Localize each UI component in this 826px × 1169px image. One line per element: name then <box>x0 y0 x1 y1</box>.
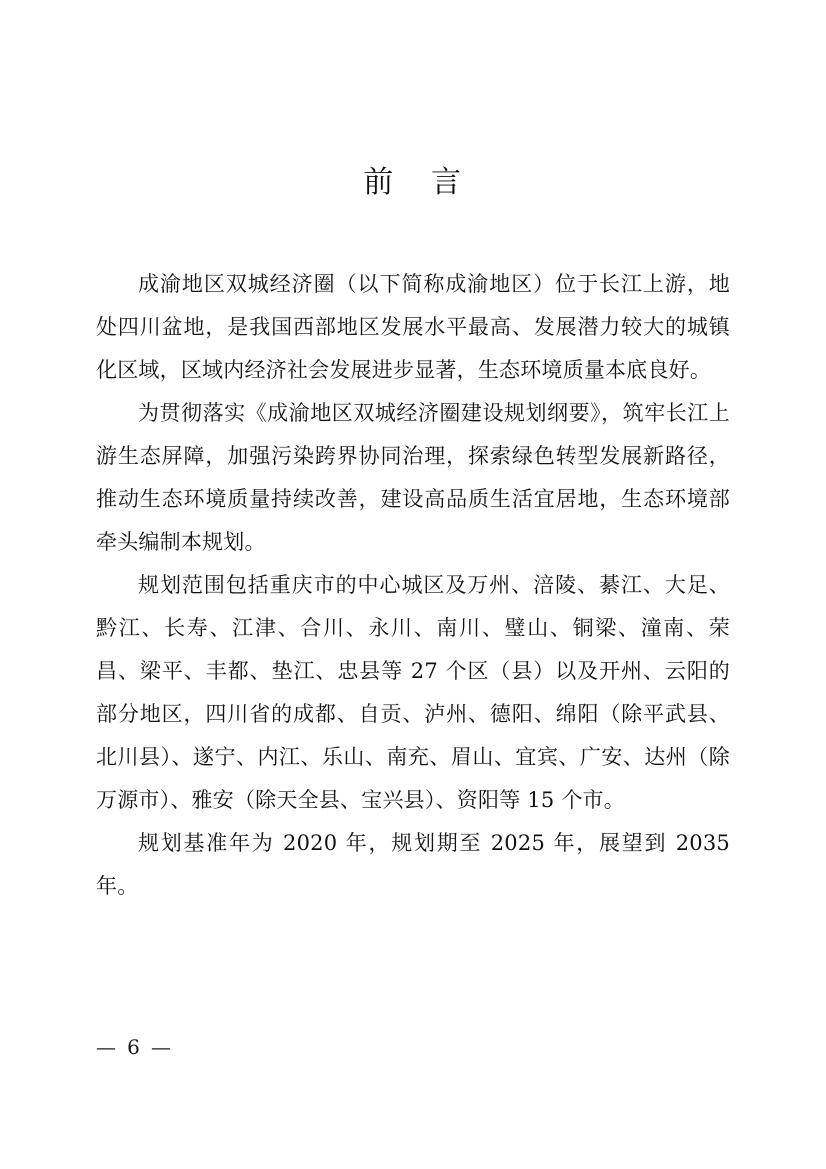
body-text <box>96 263 730 908</box>
page-title <box>96 165 730 201</box>
paragraph-2: 为贯彻落实《成渝地区双城经济圈建设规划纲要》，筑牢长江上游生态屏障，加强污染跨界协同治理，探索绿色转型发展新路径，推动生态环境质量持续改善，建设高品质生活宜居地，生态环境部牵头编制本规划。 <box>96 401 730 554</box>
paragraph-4: 规划基准年为 2020 年，规划期至 2025 年，展望到 2035 年。 <box>96 831 730 898</box>
paragraph-3: 规划范围包括重庆市的中心城区及万州、涪陵、綦江、大足、黔江、长寿、江津、合川、永川、南川、璧山、铜梁、潼南、荣昌、梁平、丰都、垫江、忠县等 27 个区（县）以及开州、云阳的部分地区，四川省的成都、自贡、泸州、德阳、绵阳（除平武县、北川县）、遂宁、内江、乐山、南充、眉山、宜宾、广安、达州（除万源市）、雅安（除天全县、宝兴县）、资阳等 15 个市。 <box>96 573 730 812</box>
page-title-char-2: 言 <box>431 165 463 200</box>
page-content <box>96 0 730 908</box>
paragraph-1: 成渝地区双城经济圈（以下简称成渝地区）位于长江上游，地处四川盆地，是我国西部地区发展水平最高、发展潜力较大的城镇化区域，区域内经济社会发展进步显著，生态环境质量本底良好。 <box>96 272 730 382</box>
page-number: — 6 — <box>96 1035 174 1059</box>
page-title-char-1: 前 <box>363 165 395 200</box>
